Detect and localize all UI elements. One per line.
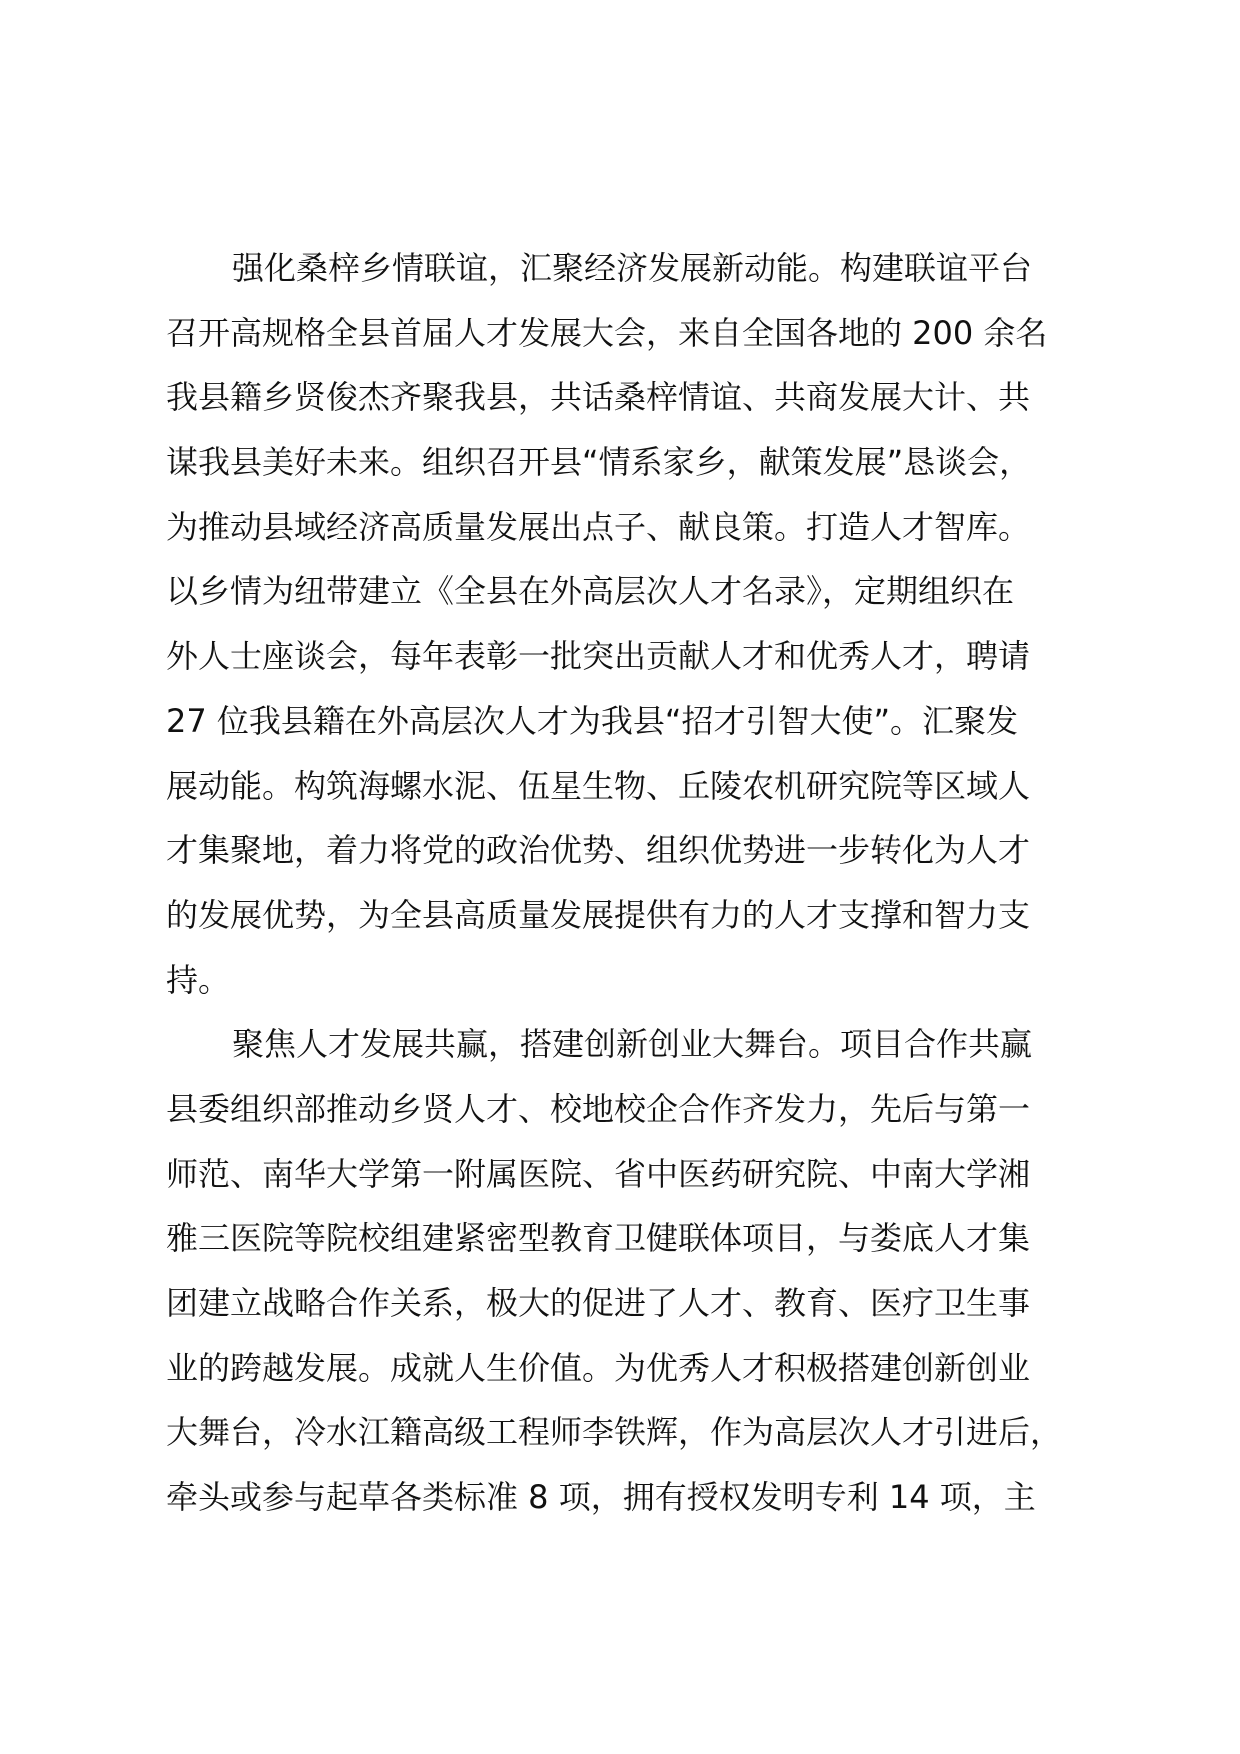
paragraph-line: 我县籍乡贤俊杰齐聚我县，共话桑梓情谊、共商发展大计、共 [166,378,1031,417]
paragraph-line: 展动能。构筑海螺水泥、伍星生物、丘陵农机研究院等区域人 [166,766,1031,805]
paragraph-line: 聚焦人才发展共赢，搭建创新创业大舞台。项目合作共赢 [232,1025,1033,1064]
paragraph-2 [166,1012,1076,1530]
paragraph-line: 强化桑梓乡情联谊，汇聚经济发展新动能。构建联谊平台 [232,249,1033,287]
paragraph-line: 的发展优势，为全县高质量发展提供有力的人才支撑和智力支 [166,895,1031,934]
paragraph-line: 大舞台，冷水江籍高级工程师李铁辉，作为高层次人才引进后， [166,1413,1063,1452]
paragraph-line: 业的跨越发展。成就人生价值。为优秀人才积极搭建创新创业 [166,1348,1031,1387]
paragraph-line: 团建立战略合作关系，极大的促进了人才、教育、医疗卫生事 [166,1284,1031,1322]
paragraph-line: 27 位我县籍在外高层次人才为我县“招才引智大使”。汇聚发 [166,701,1019,740]
paragraph-line: 召开高规格全县首届人才发展大会，来自全国各地的 200 余名 [166,313,1048,352]
document-body [166,236,1076,1530]
paragraph-line: 外人士座谈会，每年表彰一批突出贡献人才和优秀人才，聘请 [166,637,1031,676]
paragraph-line: 为推动县域经济高质量发展出点子、献良策。打造人才智库。 [166,507,1031,546]
paragraph-line: 师范、南华大学第一附属医院、省中医药研究院、中南大学湘 [166,1154,1031,1193]
paragraph-line: 雅三医院等院校组建紧密型教育卫健联体项目，与娄底人才集 [166,1219,1031,1258]
paragraph-line: 以乡情为纽带建立《全县在外高层次人才名录》，定期组织在 [166,572,1015,611]
paragraph-line: 持。 [166,960,231,999]
paragraph-line: 牵头或参与起草各类标准 8 项，拥有授权发明专利 14 项，主 [166,1478,1036,1517]
paragraph-line: 县委组织部推动乡贤人才、校地校企合作齐发力，先后与第一 [166,1089,1031,1128]
paragraph-line: 谋我县美好未来。组织召开县“情系家乡，献策发展”恳谈会， [166,443,1032,482]
paragraph-line: 才集聚地，着力将党的政治优势、组织优势进一步转化为人才 [166,831,1031,870]
paragraph-1 [166,236,1076,1012]
